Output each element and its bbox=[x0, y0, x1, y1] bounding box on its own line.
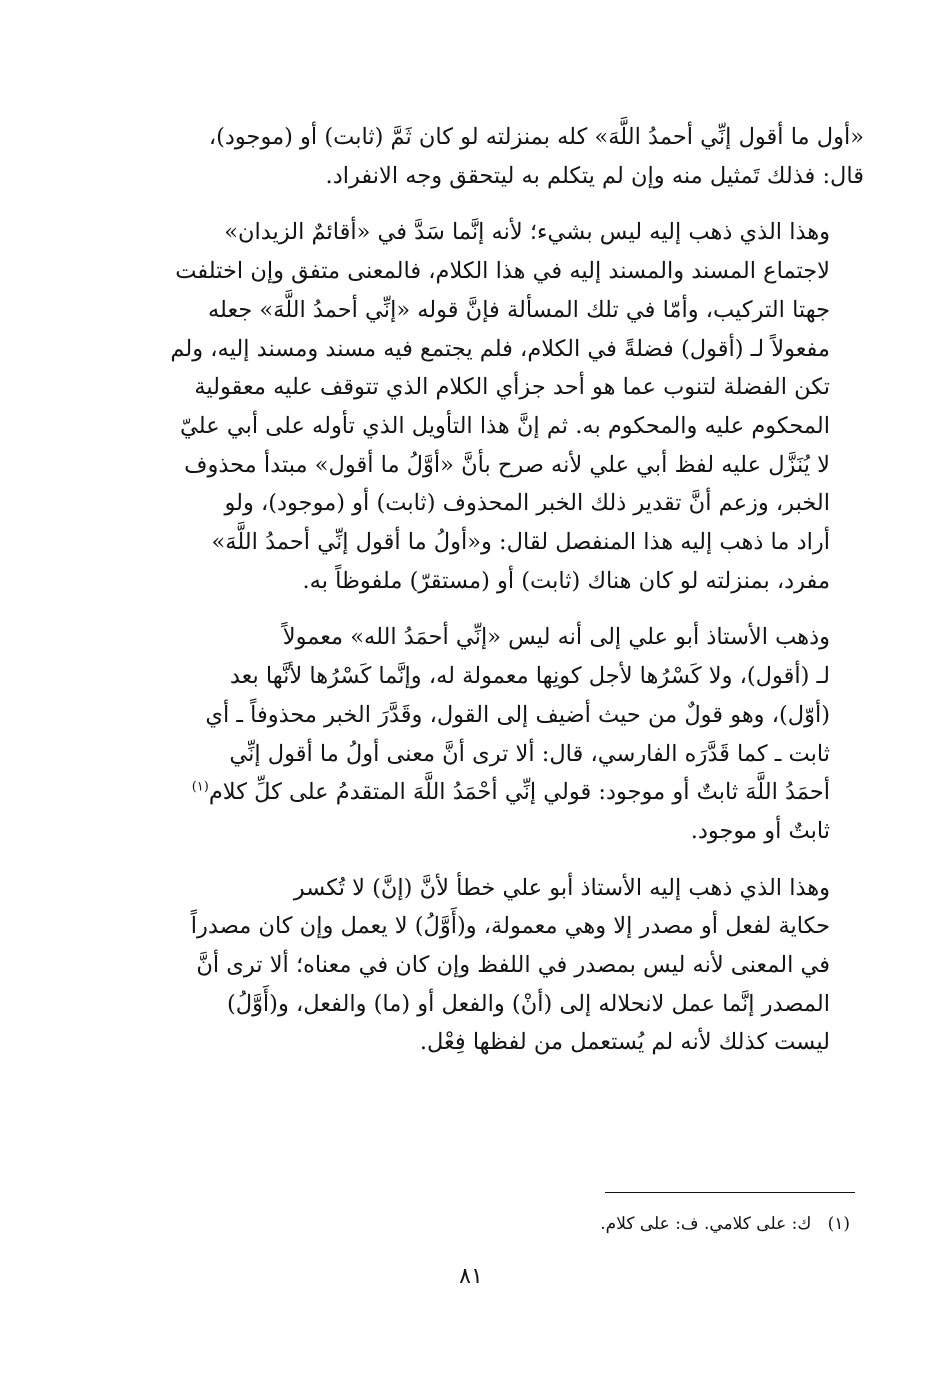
text-line: حكاية لفعل أو مصدر إلا وهي معمولة، و(أَوَّلُ) لا يعمل وإن كان مصدراً bbox=[190, 913, 830, 940]
text-line: أراد ما ذهب إليه هذا المنفصل لقال: و«أولُ ما أقول إنِّي أحمدُ اللَّهَ» bbox=[211, 529, 830, 556]
text-line: ليست كذلك لأنه لم يُستعمل من لفظها فِعْل. bbox=[419, 1029, 830, 1056]
paragraph-3 bbox=[150, 618, 864, 850]
footnote bbox=[350, 1212, 850, 1236]
page-number: ٨١ bbox=[459, 1264, 483, 1289]
text-line: الخبر، وزعم أنَّ تقدير ذلك الخبر المحذوف (ثابت) أو (موجود)، ولو bbox=[224, 490, 830, 517]
text-line: أحمَدُ اللَّهَ ثابتٌ أو موجود: قولي إنِّي أحْمَدُ اللَّهَ المتقدمُ على كلِّ كلام bbox=[208, 779, 830, 806]
paragraph-2 bbox=[150, 213, 864, 600]
text-line: قال: فذلك تَمثيل منه وإن لم يتكلم به ليتحقق وجه الانفراد. bbox=[325, 162, 864, 189]
text-line: وهذا الذي ذهب إليه ليس بشيء؛ لأنه إنَّما سَدَّ في «أقائمٌ الزيدان» bbox=[224, 219, 830, 246]
text-line: المحكوم عليه والمحكوم به. ثم إنَّ هذا التأويل الذي تأوله على أبي عليّ bbox=[180, 412, 830, 439]
text-line-with-footnote bbox=[150, 773, 864, 812]
paragraph-4 bbox=[150, 869, 864, 1063]
footnote-text: ك: على كلامي. ف: على كلام. bbox=[600, 1214, 812, 1234]
text-line: المصدر إنَّما عمل لانحلاله إلى (أنْ) والفعل أو (ما) والفعل، و(أَوَّلُ) bbox=[226, 990, 830, 1017]
text-line: «أول ما أقول إنِّي أحمدُ اللَّهَ» كله بمنزلته لو كان ثَمَّ (ثابت) أو (موجود)، bbox=[208, 124, 864, 150]
text-line: تكن الفضلة لتنوب عما هو أحد جزأي الكلام الذي تتوقف عليه معقولية bbox=[194, 374, 830, 401]
main-text bbox=[150, 118, 864, 1080]
text-line: وهذا الذي ذهب إليه الأستاذ أبو علي خطأ لأنَّ (إنَّ) لا تُكسر bbox=[293, 874, 830, 901]
text-line: (أوّل)، وهو قولٌ من حيث أضيف إلى القول، وقَدَّرَ الخبر محذوفاً ـ أي bbox=[205, 701, 830, 728]
text-line: لا يُنَزَّل عليه لفظ أبي علي لأنه صرح بأنَّ «أوَّلُ ما أقول» مبتدأ محذوف bbox=[184, 451, 830, 478]
footnote-number: (١) bbox=[827, 1214, 850, 1234]
text-line: لاجتماع المسند والمسند إليه في هذا الكلام، فالمعنى متفق وإن اختلفت bbox=[175, 258, 830, 285]
text-line: جهتا التركيب، وأمّا في تلك المسألة فإنَّ قوله «إنِّي أحمدُ اللَّهَ» جعله bbox=[207, 296, 830, 323]
paragraph-1 bbox=[150, 118, 864, 195]
text-line: مفرد، بمنزلته لو كان هناك (ثابت) أو (مستقرّ) ملفوظاً به. bbox=[302, 567, 830, 594]
text-line: في المعنى لأنه ليس بمصدر في اللفظ وإن كان في معناه؛ ألا ترى أنَّ bbox=[196, 952, 830, 979]
footnote-reference: (١) bbox=[191, 779, 209, 795]
text-line: وذهب الأستاذ أبو علي إلى أنه ليس «إنِّي أحمَدُ الله» معمولاً bbox=[282, 624, 830, 651]
text-line: ثابتٌ أو موجود. bbox=[690, 817, 830, 844]
footnote-separator bbox=[605, 1192, 855, 1193]
text-line: ثابت ـ كما قَدَّرَه الفارسي، قال: ألا ترى أنَّ معنى أولُ ما أقول إنِّي bbox=[229, 740, 830, 767]
text-line: مفعولاً لـ (أقول) فضلةً في الكلام، فلم يجتمع فيه مسند ومسند إليه، ولم bbox=[170, 335, 830, 362]
text-line: لـ (أقول)، ولا كَسْرُها لأجل كونِها معمولة له، وإنَّما كَسْرُها لأنَّها بعد bbox=[229, 663, 830, 690]
